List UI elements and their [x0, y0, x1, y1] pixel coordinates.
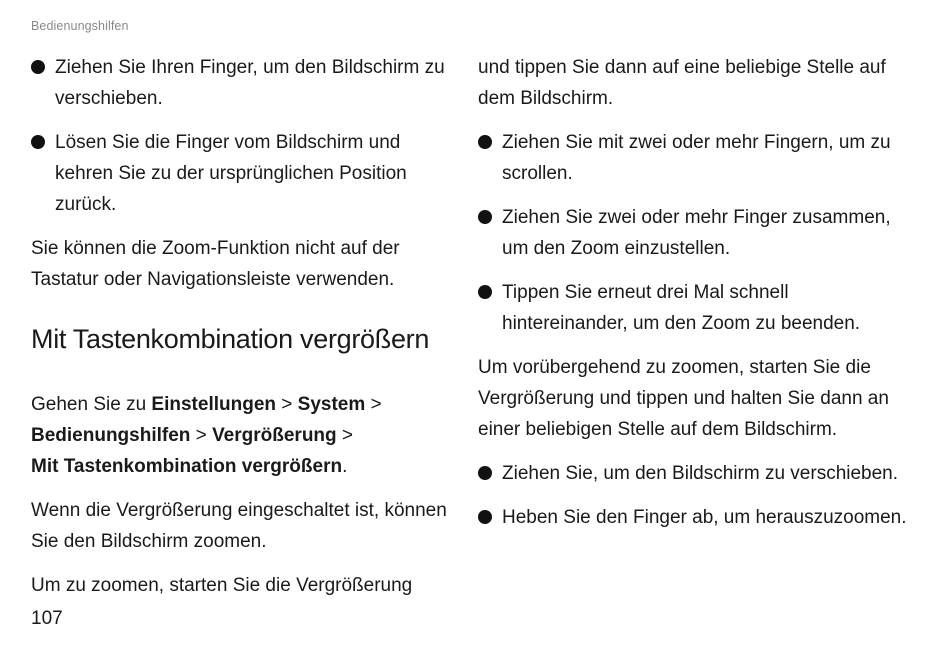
paragraph-zoom-enabled: Wenn die Vergrößerung eingeschaltet ist, können Sie den Bildschirm zoomen.: [31, 500, 447, 552]
bullet-text: Ziehen Sie zwei oder mehr Finger zusammen, um den Zoom einzustellen.: [502, 207, 891, 259]
paragraph-continuation: und tippen Sie dann auf eine beliebige Stelle auf dem Bildschirm.: [478, 57, 886, 109]
path-prefix: Gehen Sie zu: [31, 394, 152, 415]
path-item-einstellungen: Einstellungen: [151, 394, 276, 415]
bullet-text: Ziehen Sie Ihren Finger, um den Bildschirm zu verschieben.: [55, 57, 445, 109]
path-separator: >: [276, 394, 298, 415]
bullet-text: Ziehen Sie, um den Bildschirm zu verschieben.: [502, 463, 899, 484]
page-number: 107: [31, 608, 63, 629]
path-separator: >: [336, 425, 354, 446]
path-separator: >: [190, 425, 213, 446]
bullet-dot-icon: [478, 135, 492, 149]
settings-path: [31, 389, 451, 482]
path-suffix: .: [342, 456, 348, 477]
path-separator: >: [365, 394, 382, 415]
paragraph-zoom-note: Sie können die Zoom-Funktion nicht auf der Tastatur oder Navigationsleiste verwenden.: [31, 238, 400, 290]
bullet-text: Tippen Sie erneut drei Mal schnell hintereinander, um den Zoom zu beenden.: [502, 282, 861, 334]
path-item-tastenkombination: Mit Tastenkombination vergrößern: [31, 456, 343, 477]
bullet-item: [478, 202, 918, 264]
section-title: Mit Tastenkombination vergrößern: [31, 324, 430, 354]
bullet-text: Lösen Sie die Finger vom Bildschirm und kehren Sie zu der ursprünglichen Position zurück.: [55, 132, 407, 215]
left-column: [31, 52, 451, 614]
path-item-bedienungshilfen: Bedienungshilfen: [31, 425, 191, 446]
bullet-item: [31, 127, 451, 220]
bullet-text: Ziehen Sie mit zwei oder mehr Fingern, um zu scrollen.: [502, 132, 891, 184]
bullet-item: [478, 458, 918, 489]
bullet-dot-icon: [478, 466, 492, 480]
bullet-item: [478, 277, 918, 339]
bullet-dot-icon: [31, 135, 45, 149]
running-header: Bedienungshilfen: [31, 19, 129, 33]
bullet-dot-icon: [478, 285, 492, 299]
paragraph-zoom-start: Um zu zoomen, starten Sie die Vergrößerung: [31, 575, 413, 596]
right-column: [478, 52, 918, 546]
bullet-dot-icon: [478, 210, 492, 224]
path-item-system: System: [297, 394, 366, 415]
bullet-dot-icon: [31, 60, 45, 74]
path-item-vergroesserung: Vergrößerung: [212, 425, 337, 446]
bullet-item: [478, 502, 918, 533]
bullet-item: [478, 127, 918, 189]
paragraph-temporary-zoom: Um vorübergehend zu zoomen, starten Sie die Vergrößerung und tippen und halten Sie dann an einer beliebigen Stelle auf dem Bildschirm.: [478, 357, 889, 440]
bullet-text: Heben Sie den Finger ab, um herauszuzoomen.: [502, 507, 907, 528]
bullet-dot-icon: [478, 510, 492, 524]
bullet-item: [31, 52, 451, 114]
